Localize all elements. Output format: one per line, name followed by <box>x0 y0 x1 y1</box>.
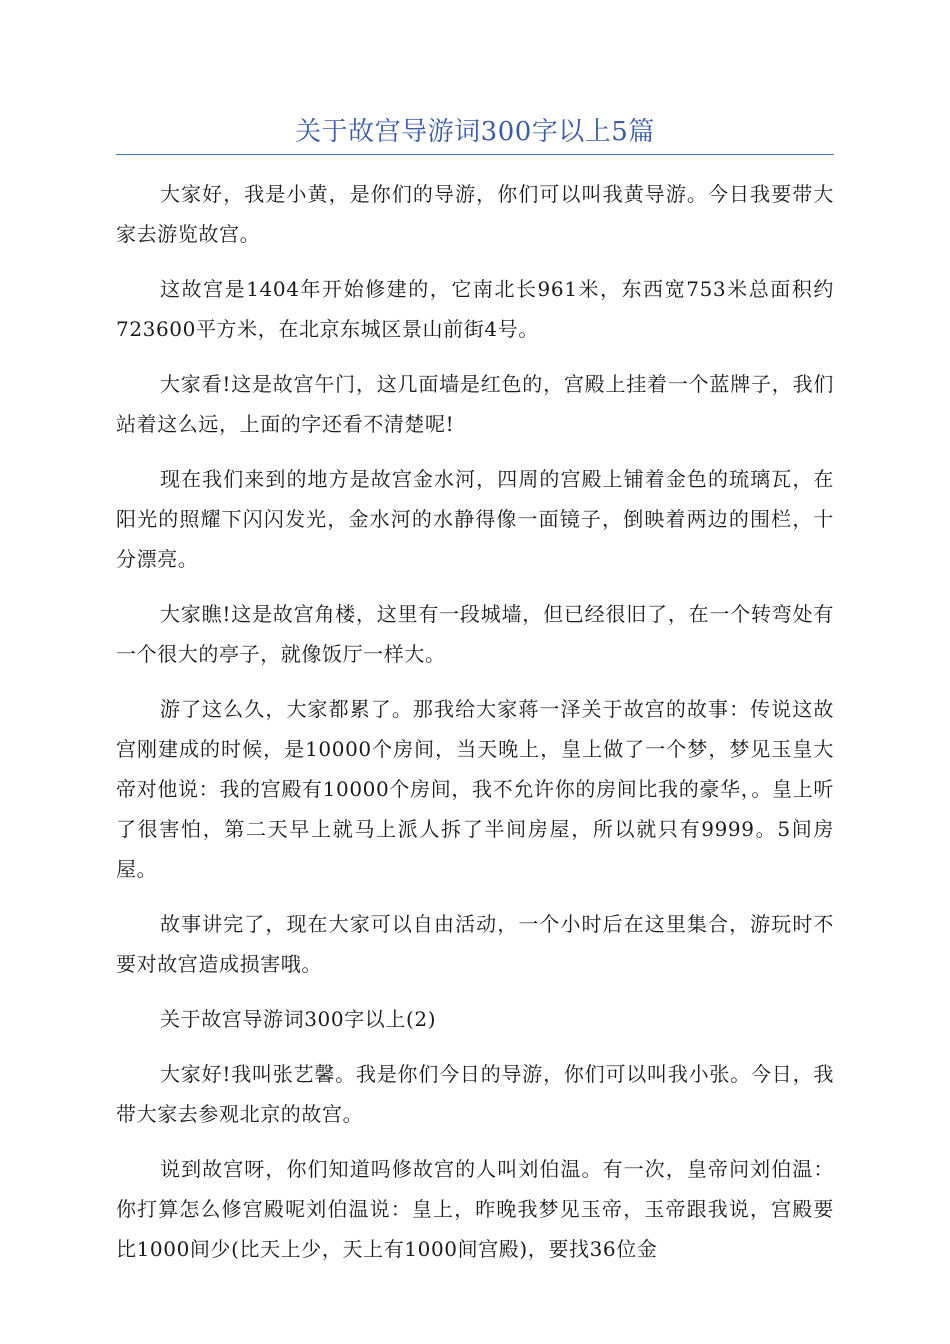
title-underline <box>116 154 834 155</box>
paragraph: 大家好，我是小黄，是你们的导游，你们可以叫我黄导游。今日我要带大家去游览故宫。 <box>116 182 834 246</box>
paragraph: 这故宫是1404年开始修建的，它南北长961米，东西宽753米总面积约723600平方米，在北京东城区景山前街4号。 <box>116 277 834 341</box>
paragraph: 故事讲完了，现在大家可以自由活动，一个小时后在这里集合，游玩时不要对故宫造成损害哦。 <box>116 912 834 976</box>
paragraph: 大家瞧!这是故宫角楼，这里有一段城墙，但已经很旧了，在一个转弯处有一个很大的亭子，就像饭厅一样大。 <box>116 602 834 666</box>
document-title: 关于故宫导游词300字以上5篇 <box>295 117 655 147</box>
section-heading: 关于故宫导游词300字以上(2) <box>160 1007 437 1031</box>
paragraph: 大家好!我叫张艺馨。我是你们今日的导游，你们可以叫我小张。今日，我带大家去参观北京的故宫。 <box>116 1062 834 1126</box>
paragraph: 说到故宫呀，你们知道吗修故宫的人叫刘伯温。有一次，皇帝问刘伯温：你打算怎么修宫殿呢刘伯温说：皇上，昨晚我梦见玉帝，玉帝跟我说，宫殿要比1000间少(比天上少，天上有1000间宫殿)，要找36位金 <box>116 1157 834 1261</box>
document-body <box>116 174 834 1284</box>
paragraph: 现在我们来到的地方是故宫金水河，四周的宫殿上铺着金色的琉璃瓦，在阳光的照耀下闪闪发光，金水河的水静得像一面镜子，倒映着两边的围栏，十分漂亮。 <box>116 467 834 571</box>
paragraph: 游了这么久，大家都累了。那我给大家蒋一泽关于故宫的故事：传说这故宫刚建成的时候，是10000个房间，当天晚上，皇上做了一个梦，梦见玉皇大帝对他说：我的宫殿有10000个房间，我不允许你的房间比我的豪华，。皇上听了很害怕，第二天早上就马上派人拆了半间房屋，所以就只有9999。5间房屋。 <box>116 697 834 881</box>
paragraph: 大家看!这是故宫午门，这几面墙是红色的，宫殿上挂着一个蓝牌子，我们站着这么远，上面的字还看不清楚呢! <box>116 372 834 436</box>
